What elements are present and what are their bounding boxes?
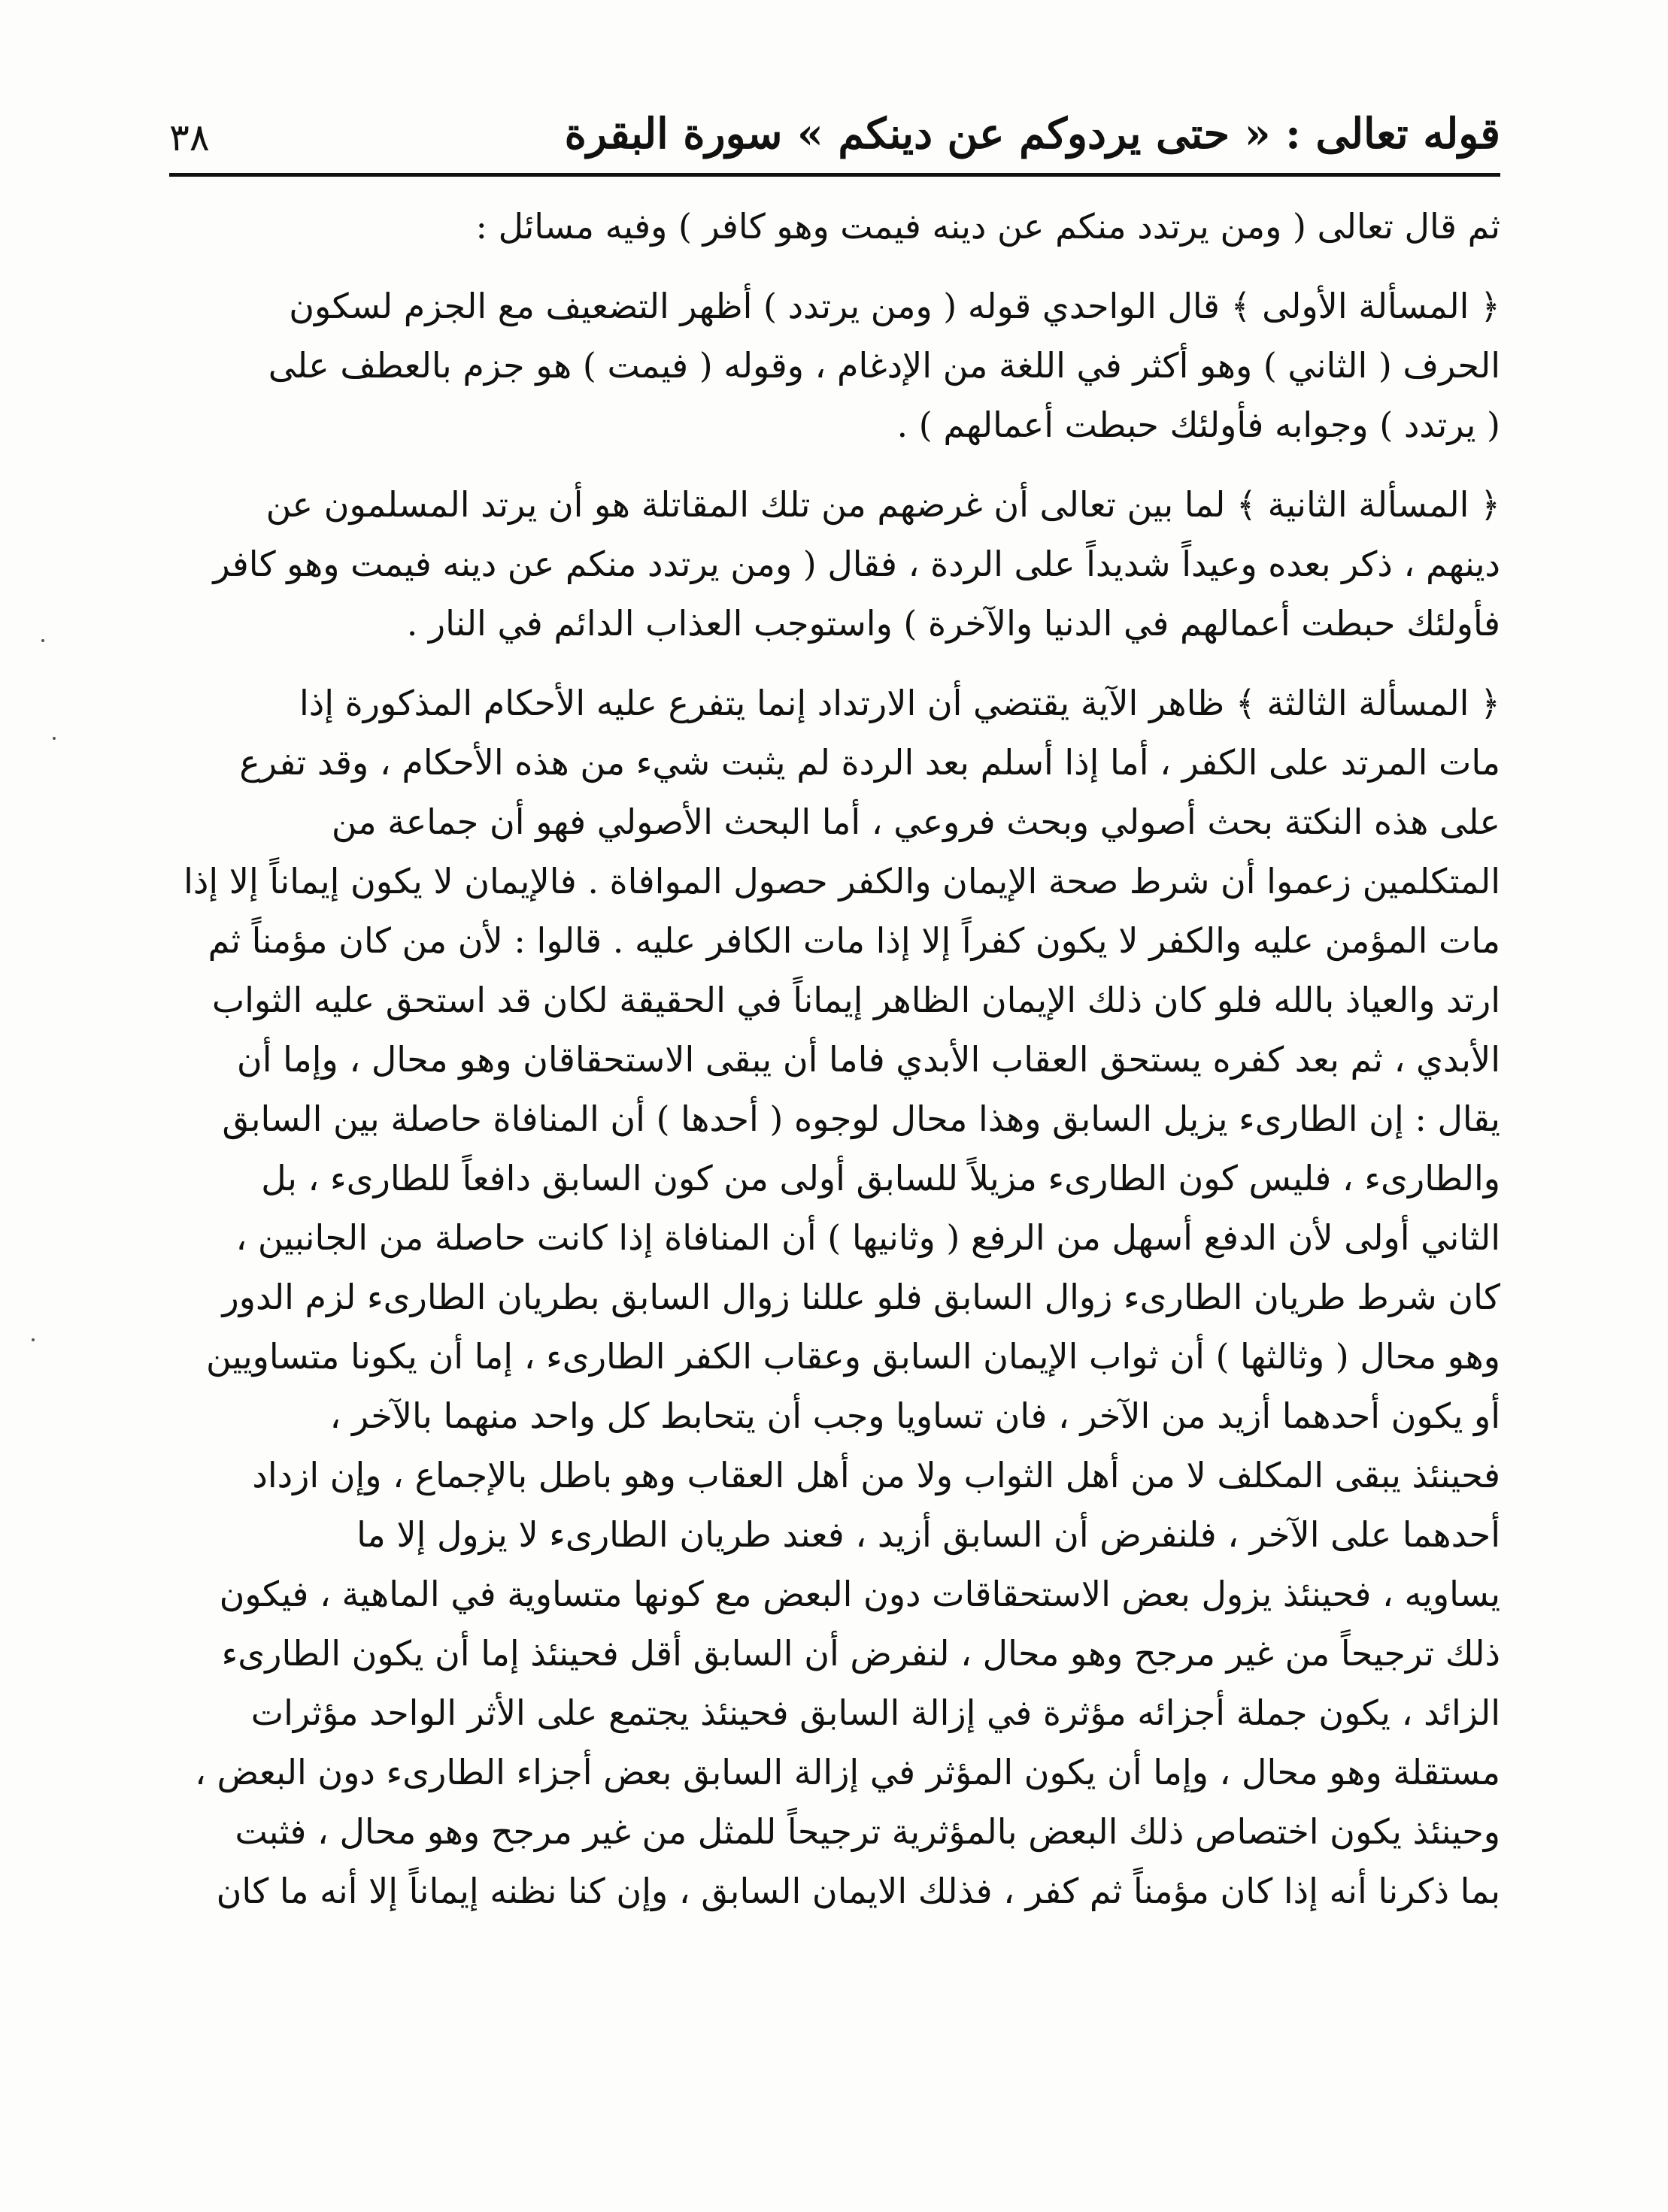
scan-speck [41,639,44,642]
text-line: مات المؤمن عليه والكفر لا يكون كفراً إلا إذا مات الكافر عليه . قالوا : لأن من كان مؤمناً ثم [208,920,1500,961]
text-line: المتكلمين زعموا أن شرط صحة الإيمان والكفر حصول الموافاة . فالإيمان لا يكون إيماناً إلا إذا [183,861,1500,901]
text-line: فحينئذ يبقى المكلف لا من أهل الثواب ولا من أهل العقاب وهو باطل بالإجماع ، وإن ازداد [252,1455,1500,1495]
text-line: وهو محال ( وثالثها ) أن ثواب الإيمان السابق وعقاب الكفر الطارىء ، إما أن يكونا متساويين [205,1336,1500,1377]
text-line: بما ذكرنا أنه إذا كان مؤمناً ثم كفر ، فذلك الايمان السابق ، وإن كنا نظنه إيماناً إلا أنه ما كان [216,1871,1500,1911]
text-line: وحينئذ يكون اختصاص ذلك البعض بالمؤثرية ترجيحاً للمثل من غير مرجح وهو محال ، فثبت [235,1811,1500,1852]
page-number: ٣٨ [169,116,210,159]
scan-speck [32,1338,35,1341]
text-line: ذلك ترجيحاً من غير مرجح وهو محال ، لنفرض أن السابق أقل فحينئذ إما أن يكون الطارىء [221,1633,1500,1674]
scan-speck [53,737,56,740]
text-line: على هذه النكتة بحث أصولي وبحث فروعي ، أما البحث الأصولي فهو أن جماعة من [331,801,1500,842]
text-line: أو يكون أحدهما أزيد من الآخر ، فان تساويا وجب أن يتحابط كل واحد منهما بالآخر ، [329,1395,1500,1436]
text-line: ثم قال تعالى ( ومن يرتدد منكم عن دينه فيمت وهو كافر ) وفيه مسائل : [475,206,1500,247]
running-header [169,102,1500,171]
text-line: مات المرتد على الكفر ، أما إذا أسلم بعد الردة لم يثبت شيء من هذه الأحكام ، وقد تفرع [239,742,1500,783]
text-line: الحرف ( الثاني ) وهو أكثر في اللغة من الإدغام ، وقوله ( فيمت ) هو جزم بالعطف على [268,345,1500,386]
text-line: فأولئك حبطت أعمالهم في الدنيا والآخرة ) واستوجب العذاب الدائم في النار . [406,603,1500,644]
body-text [169,197,1500,1921]
text-line: الأبدي ، ثم بعد كفره يستحق العقاب الأبدي فاما أن يبقى الاستحقاقان وهو محال ، وإما أن [236,1039,1500,1080]
text-line: ﴿ المسألة الثالثة ﴾ ظاهر الآية يقتضي أن الارتداد إنما يتفرع عليه الأحكام المذكورة إذا [299,683,1500,723]
text-line: يقال : إن الطارىء يزيل السابق وهذا محال لوجوه ( أحدها ) أن المنافاة حاصلة بين السابق [222,1098,1500,1139]
text-line: والطارىء ، فليس كون الطارىء مزيلاً للسابق أولى من كون السابق دافعاً للطارىء ، بل [261,1158,1500,1198]
text-line: يساويه ، فحينئذ يزول بعض الاستحقاقات دون البعض مع كونها متساوية في الماهية ، فيكون [219,1574,1500,1614]
text-line: ﴿ المسألة الأولى ﴾ قال الواحدي قوله ( ومن يرتدد ) أظهر التضعيف مع الجزم لسكون [289,286,1500,326]
text-line: الزائد ، يكون جملة أجزائه مؤثرة في إزالة السابق فحينئذ يجتمع على الأثر الواحد مؤثرات [250,1692,1500,1733]
header-title: قوله تعالى : « حتى يردوكم عن دينكم » سورة البقرة [564,109,1500,159]
text-line: مستقلة وهو محال ، وإما أن يكون المؤثر في إزالة السابق بعض أجزاء الطارىء دون البعض ، [195,1752,1500,1792]
text-line: كان شرط طريان الطارىء زوال السابق فلو عللنا زوال السابق بطريان الطارىء لزم الدور [222,1277,1500,1317]
text-line: ارتد والعياذ بالله فلو كان ذلك الإيمان الظاهر إيماناً في الحقيقة لكان قد استحق عليه الثواب [211,980,1500,1020]
text-line: الثاني أولى لأن الدفع أسهل من الرفع ( وثانيها ) أن المنافاة إذا كانت حاصلة من الجانبين ، [235,1217,1500,1258]
text-line: أحدهما على الآخر ، فلنفرض أن السابق أزيد ، فعند طريان الطارىء لا يزول إلا ما [356,1514,1500,1555]
header-rule [169,173,1500,177]
text-line: دينهم ، ذكر بعده وعيداً شديداً على الردة ، فقال ( ومن يرتدد منكم عن دينه فيمت وهو كافر [213,544,1500,584]
text-line: ( يرتدد ) وجوابه فأولئك حبطت أعمالهم ) . [896,405,1500,445]
text-line: ﴿ المسألة الثانية ﴾ لما بين تعالى أن غرضهم من تلك المقاتلة هو أن يرتد المسلمون عن [265,484,1500,525]
